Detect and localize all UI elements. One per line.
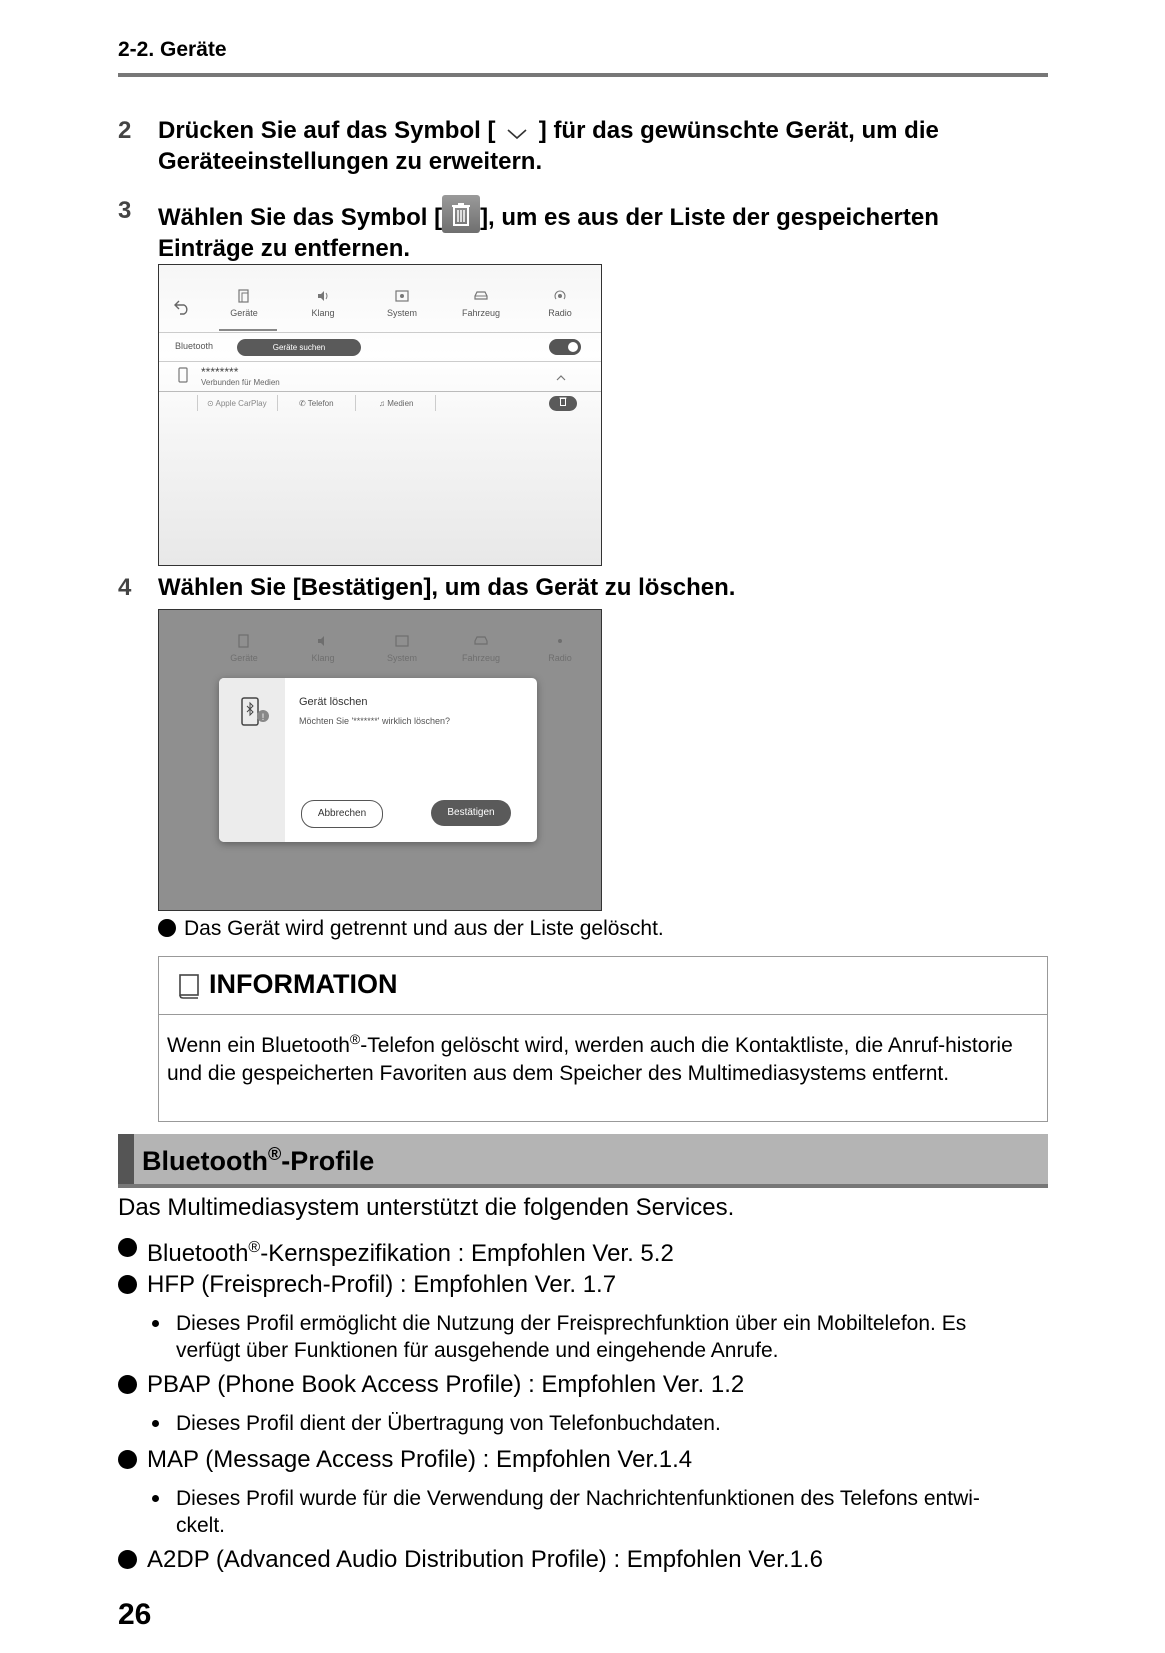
cancel-button[interactable]: Abbrechen xyxy=(301,800,383,828)
step-number: 4 xyxy=(118,574,132,601)
profiles-intro: Das Multimediasystem unterstützt die folgenden Services. xyxy=(118,1194,735,1221)
chevron-up-icon[interactable] xyxy=(555,369,567,387)
radio-icon xyxy=(552,289,568,303)
trash-icon xyxy=(442,195,480,233)
delete-device-button[interactable] xyxy=(549,396,577,411)
bluetooth-toggle[interactable] xyxy=(549,339,581,355)
bluetooth-label: Bluetooth xyxy=(175,341,214,351)
tab-system[interactable] xyxy=(367,289,437,318)
device-name: ******** xyxy=(201,365,239,379)
step-text-after: ] für das gewünschte Gerät, um die Geräteeinstellungen zu erweitern. xyxy=(158,117,939,175)
section-title: 2-2. Geräte xyxy=(118,38,227,61)
confirm-button[interactable]: Bestätigen xyxy=(431,800,511,826)
service-telefon[interactable]: ✆ Telefon xyxy=(299,399,334,408)
tab-label: Radio xyxy=(548,308,572,318)
step-text: Wählen Sie [Bestätigen], um das Gerät zu löschen. xyxy=(158,574,736,601)
delete-dialog-screenshot: Geräte Klang System Fahrzeug Radio ! Gerät löschen Möchten Sie '*******' wirklich löschen? Abbrechen Bestätigen xyxy=(158,609,602,911)
car-icon xyxy=(473,289,489,303)
dialog-title: Gerät löschen xyxy=(299,696,368,708)
tab-label: Fahrzeug xyxy=(461,308,501,318)
information-text: Wenn ein Bluetooth®-Telefon gelöscht wird, werden auch die Kontaktliste, die Anruf-historie und die gespeicherten Favoriten aus dem Speicher des Multimediasystems entfernt. xyxy=(167,1031,1013,1085)
tab-radio[interactable] xyxy=(525,289,595,318)
device-status: Verbunden für Medien xyxy=(201,378,280,387)
step-number: 2 xyxy=(118,117,132,144)
tab-fahrzeug[interactable] xyxy=(446,289,516,318)
phone-icon xyxy=(177,367,189,388)
system-icon xyxy=(394,289,410,303)
back-icon[interactable] xyxy=(173,299,191,320)
dialog-message: Möchten Sie '*******' wirklich löschen? xyxy=(299,716,451,726)
page-number: 26 xyxy=(118,1598,152,1631)
service-medien[interactable]: ♫ Medien xyxy=(379,399,414,408)
step-number: 3 xyxy=(118,197,132,224)
devices-icon xyxy=(236,289,252,303)
service-carplay[interactable]: ⊙ Apple CarPlay xyxy=(207,399,267,408)
tab-klang[interactable] xyxy=(288,289,358,318)
tab-label: System xyxy=(386,308,417,318)
bluetooth-phone-warning-icon xyxy=(239,696,271,733)
trash-icon xyxy=(559,396,567,406)
step-text-before: Wählen Sie das Symbol [ xyxy=(158,204,443,231)
information-title: INFORMATION xyxy=(209,969,398,999)
information-box xyxy=(158,956,1048,1122)
active-tab-indicator xyxy=(219,329,277,331)
step-text-before: Drücken Sie auf das Symbol [ xyxy=(158,117,496,144)
step-text-after: ], um es aus der Liste der gespeicherten Einträge zu entfernen. xyxy=(158,204,939,262)
delete-dialog xyxy=(219,678,537,842)
speaker-icon xyxy=(315,289,331,303)
tab-label: Klang xyxy=(311,308,335,318)
search-devices-button[interactable]: Geräte suchen xyxy=(237,339,361,356)
settings-screenshot xyxy=(158,264,602,566)
chevron-down-icon xyxy=(502,122,532,142)
tab-geraete[interactable] xyxy=(209,289,279,318)
tab-label: Geräte xyxy=(230,308,258,318)
profiles-heading: Bluetooth®-Profile xyxy=(118,1134,1048,1188)
svg-text:!: ! xyxy=(261,712,265,722)
book-icon xyxy=(177,973,201,1004)
bullet xyxy=(158,919,176,937)
result-note: Das Gerät wird getrennt und aus der Liste gelöscht. xyxy=(158,916,664,942)
header-rule xyxy=(118,73,1048,77)
